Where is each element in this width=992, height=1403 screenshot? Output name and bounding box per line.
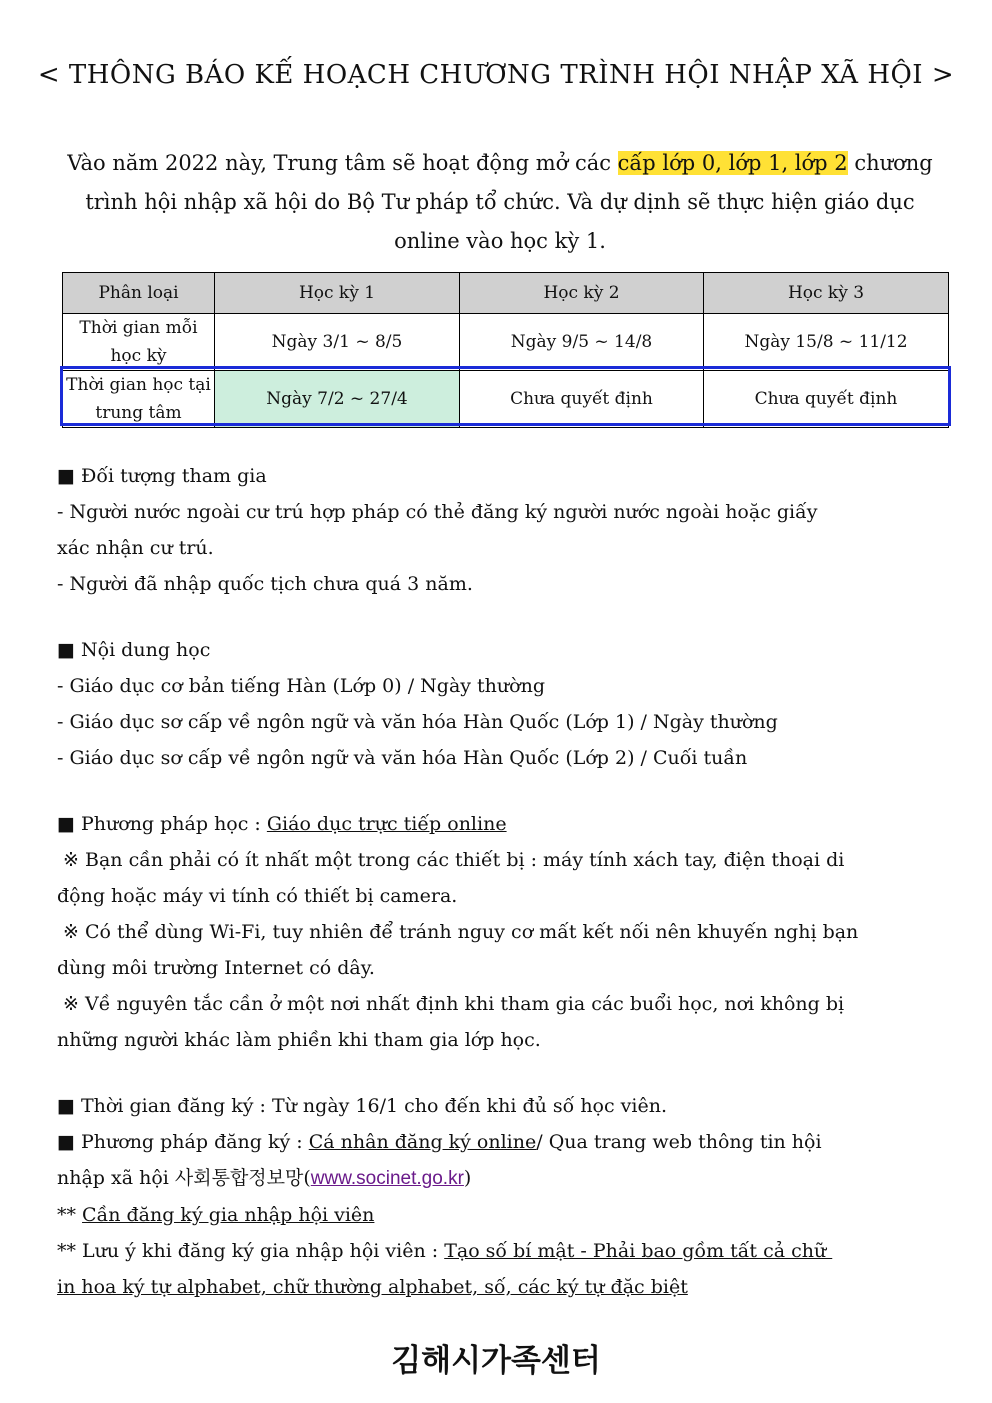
registration-method [57, 1124, 942, 1160]
password-note [57, 1233, 942, 1269]
method-value: Cá nhân đăng ký online [308, 1131, 537, 1153]
table-header: Học kỳ 2 [460, 273, 704, 314]
table-row [63, 314, 949, 371]
heading-text: Đối tượng tham gia [81, 465, 267, 487]
note-text: Tạo số bí mật - Phải bao gồm tất cả chữ [444, 1240, 833, 1262]
schedule-table [62, 272, 949, 428]
table-cell: Chưa quyết định [460, 371, 704, 428]
note-line: dùng môi trường Internet có dây. [57, 957, 375, 979]
registration-site [57, 1160, 942, 1197]
table-cell: Thời gian mỗi học kỳ [63, 314, 215, 371]
method-label: Phương pháp học : [81, 813, 267, 835]
site-text-end: ) [463, 1167, 472, 1189]
table-cell: Ngày 9/5 ~ 14/8 [460, 314, 704, 371]
note-text: Cần đăng ký gia nhập hội viên [82, 1204, 375, 1226]
table-cell: Ngày 3/1 ~ 8/5 [215, 314, 460, 371]
method-label: Phương pháp đăng ký : [81, 1131, 309, 1153]
note-line: những người khác làm phiền khi tham gia lớp học. [57, 1029, 541, 1051]
table-header: Phân loại [63, 273, 215, 314]
section-heading-content [57, 632, 942, 668]
square-bullet-icon: ■ [57, 1095, 75, 1117]
section-heading-participants [57, 458, 942, 494]
note-line: ※ Có thể dùng Wi-Fi, tuy nhiên để tránh nguy cơ mất kết nối nên khuyến nghị bạn [57, 921, 859, 943]
registration-period [57, 1088, 942, 1124]
page-title: < THÔNG BÁO KẾ HOẠCH CHƯƠNG TRÌNH HỘI NHẬP XÃ HỘI > [37, 60, 955, 90]
table-header: Học kỳ 3 [704, 273, 949, 314]
table-cell: Chưa quyết định [704, 371, 949, 428]
method-value: Giáo dục trực tiếp online [266, 813, 507, 835]
note-line: ※ Về nguyên tắc cần ở một nơi nhất định khi tham gia các buổi học, nơi không bị [57, 993, 845, 1015]
list-item: - Giáo dục sơ cấp về ngôn ngữ và văn hóa Hàn Quốc (Lớp 2) / Cuối tuần [57, 747, 748, 769]
note-prefix: ** Lưu ý khi đăng ký gia nhập hội viên : [57, 1240, 445, 1262]
square-bullet-icon: ■ [57, 639, 75, 661]
method-rest: / Qua trang web thông tin hội [536, 1131, 822, 1153]
password-note-cont [57, 1269, 942, 1305]
note-text: in hoa ký tự alphabet, chữ thường alphabet, số, các ký tự đặc biệt [57, 1276, 688, 1298]
intro-text-after: chương trình hội nhập xã hội do Bộ Tư pháp tổ chức. Và dự dịnh sẽ thực hiện giáo dục online vào học kỳ 1. [85, 151, 933, 253]
table-cell: Thời gian học tại trung tâm [63, 371, 215, 428]
table-header-row [63, 273, 949, 314]
footer-org-name: 김해시가족센터 [391, 1343, 601, 1379]
member-note [57, 1197, 942, 1233]
site-text: nhập xã hội 사회통합정보망( [57, 1167, 311, 1189]
table-cell: Ngày 7/2 ~ 27/4 [215, 371, 460, 428]
table-header: Học kỳ 1 [215, 273, 460, 314]
table-cell: Ngày 15/8 ~ 11/12 [704, 314, 949, 371]
document-body [57, 458, 942, 1305]
square-bullet-icon: ■ [57, 1131, 75, 1153]
intro-text-before: Vào năm 2022 này, Trung tâm sẽ hoạt động mở các [67, 151, 618, 175]
period-text: Thời gian đăng ký : Từ ngày 16/1 cho đến khi đủ số học viên. [81, 1095, 668, 1117]
heading-text: Nội dung học [81, 639, 211, 661]
note-line: động hoặc máy vi tính có thiết bị camera. [57, 885, 458, 907]
note-line: ※ Bạn cần phải có ít nhất một trong các thiết bị : máy tính xách tay, điện thoại di [57, 849, 845, 871]
intro-highlight: cấp lớp 0, lớp 1, lớp 2 [617, 151, 848, 175]
list-item: - Người đã nhập quốc tịch chưa quá 3 năm. [57, 573, 473, 595]
list-item: xác nhận cư trú. [57, 537, 214, 559]
list-item: - Giáo dục cơ bản tiếng Hàn (Lớp 0) / Ngày thường [57, 675, 545, 697]
note-prefix: ** [57, 1204, 83, 1226]
square-bullet-icon: ■ [57, 813, 75, 835]
section-heading-method [57, 806, 942, 842]
list-item: - Giáo dục sơ cấp về ngôn ngữ và văn hóa Hàn Quốc (Lớp 1) / Ngày thường [57, 711, 778, 733]
square-bullet-icon: ■ [57, 465, 75, 487]
intro-paragraph [60, 144, 940, 261]
table-row [63, 371, 949, 428]
list-item: - Người nước ngoài cư trú hợp pháp có thẻ đăng ký người nước ngoài hoặc giấy [57, 501, 818, 523]
socinet-link[interactable]: www.socinet.go.kr [310, 1168, 464, 1189]
